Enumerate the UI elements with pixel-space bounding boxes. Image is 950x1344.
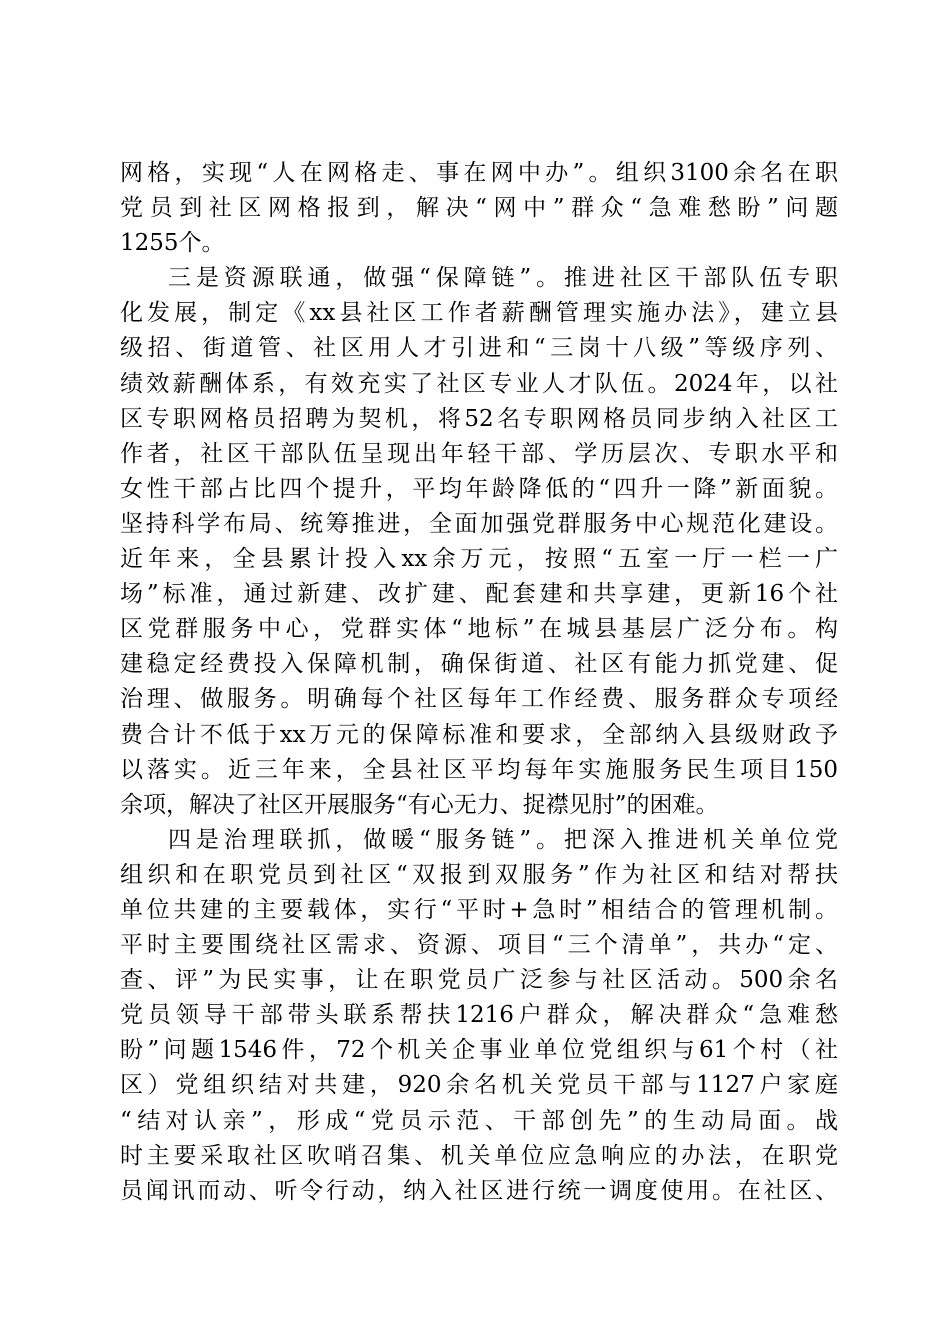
text-line: 党员领导干部带头联系帮扶1216户群众，解决群众“急难愁 [120, 1002, 838, 1029]
text-line: 治理、做服务。明确每个社区每年工作经费、服务群众专项经 [120, 686, 838, 713]
text-line: 网格，实现“人在网格走、事在网中办”。组织3100余名在职 [120, 160, 838, 186]
text-line: “结对认亲”，形成“党员示范、干部创先”的生动局面。战 [120, 1107, 838, 1134]
text-line: 员闻讯而动、听令行动，纳入社区进行统一调度使用。在社区、 [120, 1177, 838, 1204]
text-line: 盼”问题1546件，72个机关企事业单位党组织与61个村（社 [120, 1037, 838, 1064]
text-line: 单位共建的主要载体，实行“平时+急时”相结合的管理机制。 [120, 896, 838, 923]
paragraph-heading-line: 三是资源联通，做强“保障链”。推进社区干部队伍专职 [168, 265, 838, 292]
text-line: 级招、街道管、社区用人才引进和“三岗十八级”等级序列、 [120, 335, 838, 362]
text-line: 近年来，全县累计投入xx余万元，按照“五室一厅一栏一广 [120, 546, 838, 573]
text-line: 建稳定经费投入保障机制，确保街道、社区有能力抓党建、促 [120, 651, 838, 678]
text-line: 区党群服务中心，党群实体“地标”在城县基层广泛分布。构 [120, 616, 838, 643]
text-line: 党员到社区网格报到，解决“网中”群众“急难愁盼”问题 [120, 195, 838, 222]
text-line: 查、评”为民实事，让在职党员广泛参与社区活动。500余名 [120, 967, 838, 994]
text-line: 费合计不低于xx万元的保障标准和要求，全部纳入县级财政予 [120, 721, 838, 748]
text-line: 平时主要围绕社区需求、资源、项目“三个清单”，共办“定、 [120, 932, 838, 959]
body-text [120, 156, 838, 1209]
text-line: 坚持科学布局、统筹推进，全面加强党群服务中心规范化建设。 [120, 510, 838, 537]
text-line: 化发展，制定《xx县社区工作者薪酬管理实施办法》，建立县 [120, 300, 838, 327]
text-line: 余项，解决了社区开展服务“有心无力、捉襟见肘”的困难。 [120, 791, 719, 818]
text-line: 以落实。近三年来，全县社区平均每年实施服务民生项目150 [120, 756, 838, 783]
paragraph-heading-line: 四是治理联抓，做暖“服务链”。把深入推进机关单位党 [168, 826, 838, 853]
text-line: 区）党组织结对共建，920余名机关党员干部与1127户家庭 [120, 1072, 838, 1099]
text-line: 场”标准，通过新建、改扩建、配套建和共享建，更新16个社 [120, 581, 838, 608]
text-line: 时主要采取社区吹哨召集、机关单位应急响应的办法，在职党 [120, 1142, 838, 1169]
text-line: 1255个。 [120, 230, 225, 257]
text-line: 组织和在职党员到社区“双报到双服务”作为社区和结对帮扶 [120, 861, 838, 888]
text-line: 绩效薪酬体系，有效充实了社区专业人才队伍。2024年，以社 [120, 370, 838, 397]
text-line: 女性干部占比四个提升，平均年龄降低的“四升一降”新面貌。 [120, 475, 838, 502]
text-line: 作者，社区干部队伍呈现出年轻干部、学历层次、专职水平和 [120, 440, 838, 467]
text-line: 区专职网格员招聘为契机，将52名专职网格员同步纳入社区工 [120, 405, 838, 432]
